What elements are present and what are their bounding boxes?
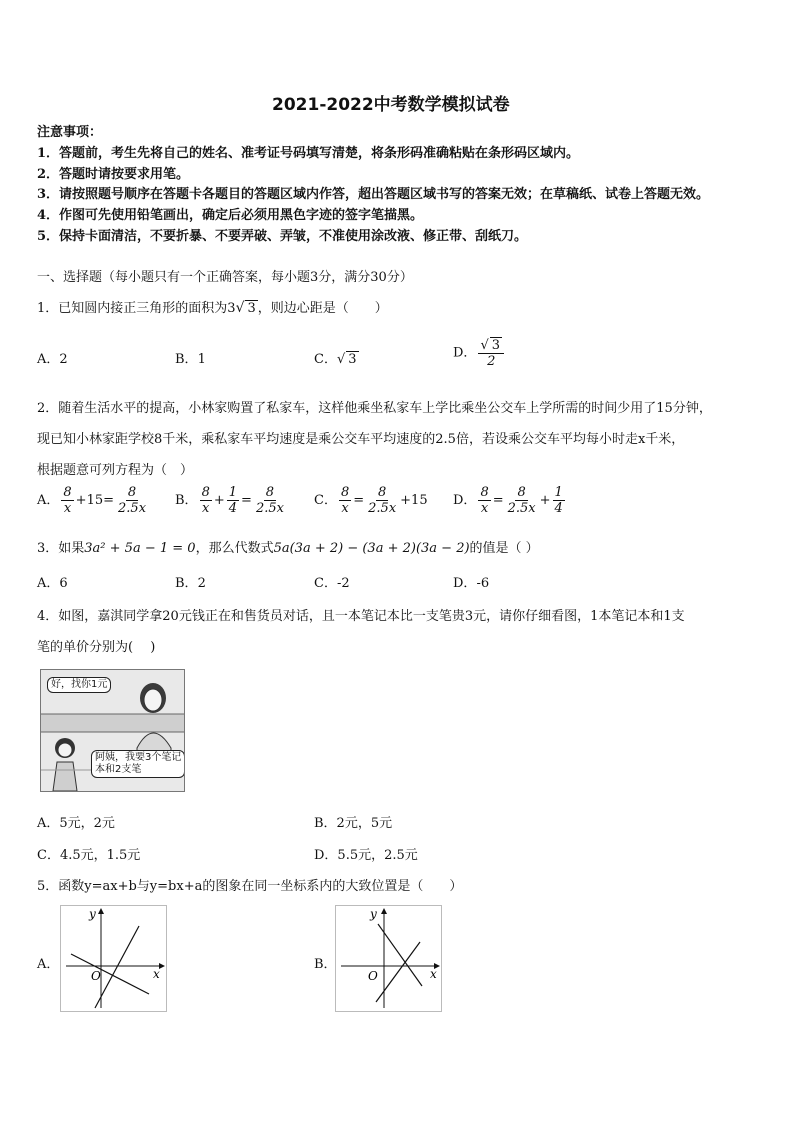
q5-option-a[interactable]: A．: [37, 957, 60, 972]
q2-a-plus15: +15: [75, 493, 104, 508]
q2-c-eq: =: [353, 493, 365, 508]
notice-item-5: 5．保持卡面清洁，不要折暴、不要弄破、弄皱，不准使用涂改液、修正带、刮纸刀。: [37, 229, 528, 244]
q2-a-frac-2: [116, 485, 148, 516]
q2-c-f1-den: x: [341, 501, 349, 516]
q1-a-value: 2: [59, 352, 68, 367]
q2-b-f2-num: 1: [228, 485, 238, 500]
q5-a-x-label: x: [153, 967, 160, 981]
notice-item-2: 2．答题时请按要求用笔。: [37, 167, 190, 182]
q2-b-f2-den: 4: [228, 501, 238, 516]
q5-stem: 5．函数y=ax+b与y=bx+a的图象在同一坐标系内的大致位置是（ ）: [37, 879, 463, 894]
q5-graph-a: [60, 905, 167, 1012]
q4-illustration: [40, 669, 185, 792]
q4-bubble-clerk: 好，找你1元: [47, 677, 111, 693]
q5-graph-a-svg: [61, 906, 166, 1011]
q3-c-value: -2: [336, 576, 350, 591]
q2-b-f3-den: 2.5x: [255, 501, 284, 516]
notice-heading: 注意事项：: [37, 125, 103, 140]
q5-b-x-label: x: [430, 967, 437, 981]
section-heading: 一、选择题（每小题只有一个正确答案，每小题3分，满分30分）: [37, 270, 413, 285]
q2-line-1: 2．随着生活水平的提高，小林家购置了私家车，这样他乘坐私家车上学比乘坐公交车上学所需的时间少用了15分钟，: [37, 401, 712, 416]
q4-option-b[interactable]: B．2元，5元: [314, 816, 393, 831]
q2-d-frac-1: [478, 485, 490, 516]
page-title: 2021-2022中考数学模拟试卷: [272, 95, 510, 115]
q1-option-c[interactable]: C．√ 3: [314, 352, 357, 367]
q3-d-label: D．: [453, 576, 477, 591]
q2-a-frac-1: [61, 485, 73, 516]
q5-b-origin-label: O: [368, 969, 378, 983]
q1-stem: 1．已知圆内接正三角形的面积为3√ 3 ，则边心距是（ ）: [37, 300, 388, 316]
q5-a-origin-label: O: [91, 969, 101, 983]
q3-option-a[interactable]: [37, 572, 68, 591]
q1-d-fraction: $\frac{√ 3}{2}$: [478, 337, 504, 369]
q4-line-1: 4．如图，嘉淇同学拿20元钱正在和售货员对话，且一本笔记本比一支笔贵3元，请你仔细看图，1本笔记本和1支: [37, 609, 685, 624]
q1-c-label: C．: [314, 352, 337, 367]
q2-option-c[interactable]: [314, 485, 428, 516]
q5-graph-b: [335, 905, 442, 1012]
q3-d-value: -6: [476, 576, 490, 591]
q2-b-eq: =: [241, 493, 252, 508]
q2-d-frac-3: [553, 485, 565, 516]
q3-a-value: 6: [59, 576, 68, 591]
q1-a-label: A．: [37, 352, 60, 367]
q2-line-2: 现已知小林家距学校8千米，乘私家车平均速度是乘公交车平均速度的2.5倍，若设乘公交车平均每小时走x千米，: [37, 432, 685, 447]
notice-item-1: 1．答题前，考生先将自己的姓名、准考证号码填写清楚，将条形码准确粘贴在条形码区域内。: [37, 146, 580, 161]
q2-b-frac-2: [227, 485, 239, 516]
q2-b-label: B．: [175, 493, 198, 508]
q3-condition: 3a² + 5a − 1 = 0: [84, 541, 196, 556]
q3-option-c[interactable]: [314, 572, 350, 591]
q2-c-f2-den: 2.5x: [368, 501, 397, 516]
q5-a-y-label: y: [89, 907, 96, 921]
q4-bubble-girl: [91, 750, 185, 778]
q2-a-f2-num: 8: [127, 485, 137, 500]
q2-d-f1-num: 8: [480, 485, 489, 500]
q2-a-label: A．: [37, 493, 60, 508]
q3-b-value: 2: [197, 576, 206, 591]
q2-b-f1-den: x: [202, 501, 210, 516]
notice-item-4: 4．作图可先使用铅笔画出，确定后必须用黑色字迹的签字笔描黑。: [37, 208, 424, 223]
q5-b-y-label: y: [370, 907, 377, 921]
q1-b-label: B．: [175, 352, 198, 367]
q1-option-d[interactable]: [453, 337, 506, 369]
q1-coef: 3: [227, 301, 236, 316]
q4-line-2: 笔的单价分别为( ): [37, 640, 156, 655]
q4-option-c[interactable]: C．4.5元，1.5元: [37, 848, 141, 863]
q2-b-f3-num: 8: [265, 485, 275, 500]
q4-option-a[interactable]: A．5元，2元: [37, 816, 115, 831]
q2-d-label: D．: [453, 493, 477, 508]
q1-stem-before: 1．已知圆内接正三角形的面积为: [37, 301, 228, 316]
q3-c-label: C．: [314, 576, 337, 591]
q1-option-a[interactable]: [37, 348, 68, 367]
q2-option-a[interactable]: [37, 485, 150, 516]
q2-d-plus: +: [539, 493, 551, 508]
q2-d-f3-num: 1: [554, 485, 563, 500]
q2-c-f2-num: 8: [378, 485, 387, 500]
q1-d-den: 2: [487, 354, 496, 369]
q2-c-f1-num: 8: [340, 485, 350, 500]
q1-d-label: D．: [453, 345, 477, 361]
q1-d-num: 3: [491, 338, 501, 353]
q2-c-plus15: +15: [400, 493, 428, 508]
q2-b-f1-num: 8: [201, 485, 210, 500]
q2-a-f2-den: 2.5x: [118, 501, 147, 516]
q3-a-label: A．: [37, 576, 60, 591]
q1-radicand: 3: [247, 301, 256, 316]
q3-option-b[interactable]: [175, 572, 206, 591]
q2-c-label: C．: [314, 493, 337, 508]
q4-bubble-girl-line-1: 阿姨，我要3个笔记: [95, 752, 182, 763]
q2-b-plus: +: [213, 493, 225, 508]
q5-option-b[interactable]: B．: [314, 957, 337, 972]
q2-a-f1-num: 8: [63, 485, 72, 500]
q2-a-f1-den: x: [63, 501, 72, 516]
q3-expression: 5a(3a + 2) − (3a + 2)(3a − 2): [273, 541, 470, 556]
q1-c-value: 3: [348, 352, 357, 367]
q3-option-d[interactable]: [453, 572, 489, 591]
q2-d-f3-den: 4: [554, 501, 563, 516]
q3-after: 的值是（ ）: [469, 541, 539, 556]
q2-d-f2-num: 8: [517, 485, 526, 500]
q2-c-frac-2: [366, 485, 398, 516]
q2-b-frac-1: [200, 485, 212, 516]
q5-graph-b-svg: [336, 906, 441, 1011]
q2-d-eq: =: [492, 493, 504, 508]
q3-b-label: B．: [175, 576, 198, 591]
q1-b-value: 1: [197, 352, 206, 367]
q3-mid: ，那么代数式: [195, 541, 274, 556]
q2-c-frac-1: [339, 485, 351, 516]
q1-stem-after: ，则边心距是（ ）: [257, 301, 388, 316]
q2-d-f2-den: 2.5x: [507, 501, 536, 516]
q2-line-3: 根据题意可列方程为（ ）: [37, 463, 194, 478]
q3-stem: [37, 537, 539, 556]
q2-d-frac-2: [506, 485, 538, 516]
notice-item-3: 3．请按照题号顺序在答题卡各题目的答题区域内作答，超出答题区域书写的答案无效；在草稿纸、试卷上答题无效。: [37, 187, 710, 202]
q1-option-b[interactable]: [175, 348, 206, 367]
q4-option-d[interactable]: D．5.5元，2.5元: [314, 848, 418, 863]
q2-option-b[interactable]: [175, 485, 288, 516]
q2-a-eq: =: [103, 493, 115, 508]
q4-bubble-girl-line-2: 本和2支笔: [95, 764, 142, 775]
q2-b-frac-3: [254, 485, 286, 516]
q3-before: 3．如果: [37, 541, 85, 556]
q2-d-f1-den: x: [480, 501, 489, 516]
q2-option-d[interactable]: [453, 485, 567, 516]
